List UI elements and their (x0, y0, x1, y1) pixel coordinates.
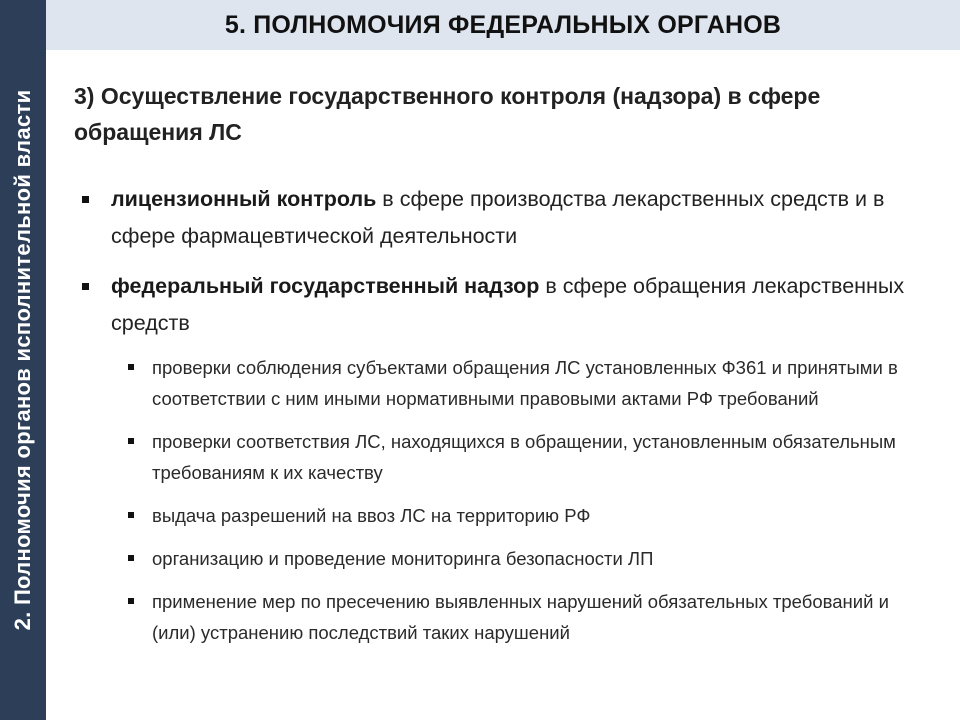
square-bullet-icon (128, 555, 134, 561)
sub-list-item (0, 352, 960, 414)
sub-list-item (0, 543, 960, 574)
square-bullet-icon (128, 512, 134, 518)
sub-bullet-text: проверки соответствия ЛС, находящихся в обращении, установленным обязательным требованиям к их качеству (152, 431, 896, 483)
sidebar-label: 2. Полномочия органов исполнительной власти (10, 89, 35, 631)
square-bullet-icon (82, 283, 89, 290)
sub-list-item (0, 426, 960, 488)
page-title: 5. ПОЛНОМОЧИЯ ФЕДЕРАЛЬНЫХ ОРГАНОВ (224, 10, 782, 39)
list-item (0, 181, 960, 255)
sub-bullet-text: проверки соблюдения субъектами обращения ЛС установленных Ф361 и принятыми в соответствии с ним иными нормативными правовыми актами РФ требований (152, 357, 898, 409)
bullet-list (0, 181, 960, 660)
bullet-bold-text: лицензионный контроль (111, 187, 377, 211)
square-bullet-icon (128, 598, 134, 604)
bullet-bold-text: федеральный государственный надзор (111, 274, 540, 298)
sub-bullet-text: применение мер по пресечению выявленных нарушений обязательных требований и (или) устранению последствий таких нарушений (152, 591, 889, 643)
section-subtitle: 3) Осуществление государственного контроля (надзора) в сфере обращения ЛС (74, 83, 821, 145)
sub-list-item (0, 586, 960, 648)
square-bullet-icon (128, 364, 134, 370)
sub-bullet-text: организацию и проведение мониторинга безопасности ЛП (152, 548, 654, 569)
header (46, 0, 960, 50)
sub-list-item (0, 500, 960, 531)
square-bullet-icon (82, 196, 89, 203)
bullet-text: в сфере производства лекарственных средств и в сфере фармацевтической деятельности (111, 187, 885, 248)
bullet-text: в сфере обращения лекарственных средств (111, 274, 905, 335)
list-item (0, 268, 960, 342)
sub-bullet-text: выдача разрешений на ввоз ЛС на территорию РФ (152, 505, 591, 526)
square-bullet-icon (128, 438, 134, 444)
